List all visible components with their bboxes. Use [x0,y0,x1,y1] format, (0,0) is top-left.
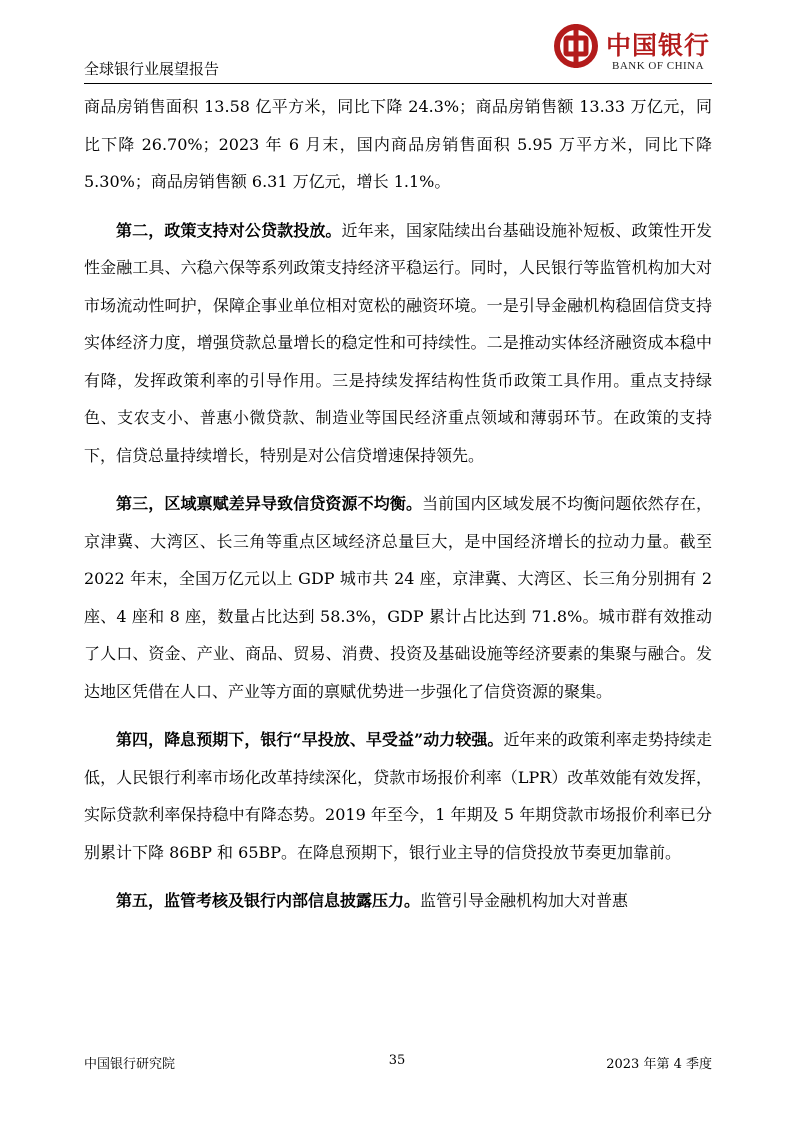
paragraph-continuation: 商品房销售面积 13.58 亿平方米，同比下降 24.3%；商品房销售额 13.33 万亿元，同比下降 26.70%；2023 年 6 月末，国内商品房销售面积 5.95 万平方米，同比下降 5.30%；商品房销售额 6.31 万亿元，增长 1.1%。 [84,97,712,191]
logo-chinese-name: 中国银行 [606,31,711,60]
paragraph-heading: 第四，降息预期下，银行“早投放、早受益”动力较强。 [116,730,504,749]
paragraph-text: 近年来的政策利率走势持续走低，人民银行利率市场化改革持续深化，贷款市场报价利率（LPR）改革效能有效发挥，实际贷款利率保持稳中有降态势。2019 年至今，1 年期及 5 年期贷款市场报价利率已分别累计下降 86BP 和 65BP。在降息预期下，银行业主导的信贷投放节奏更加靠前。 [84,730,712,862]
header-divider [84,83,712,84]
logo-english-name: BANK OF CHINA [612,60,705,72]
footer-period: 2023 年第 4 季度 [606,1057,712,1072]
paragraph-heading: 第五，监管考核及银行内部信息披露压力。 [116,891,421,910]
paragraph-regional-imbalance [84,485,712,710]
paragraph-policy-support [84,212,712,475]
document-body [84,88,712,920]
report-title: 全球银行业展望报告 [84,60,220,78]
footer-organization: 中国银行研究院 [84,1057,176,1072]
page-number: 35 [388,1053,406,1068]
bank-logo [552,22,712,78]
paragraph-heading: 第二，政策支持对公贷款投放。 [116,220,342,240]
paragraph-regulatory-pressure [84,882,712,920]
paragraph-rate-cut-expectation [84,721,712,871]
bank-of-china-logo-icon [552,22,600,70]
paragraph-text: 监管引导金融机构加大对普惠 [420,891,629,910]
paragraph-heading: 第三，区域禀赋差异导致信贷资源不均衡。 [116,494,423,513]
paragraph-text: 当前国内区域发展不均衡问题依然存在，京津冀、大湾区、长三角等重点区域经济总量巨大，是中国经济增长的拉动力量。截至 2022 年末，全国万亿元以上 GDP 城市共 24 座，京津冀、大湾区、长三角分别拥有 2 座、4 座和 8 座，数量占比达到 58.3%，GDP 累计占比达到 71.8%。城市群有效推动了人口、资金、产业、商品、贸易、消费、投资及基础设施等经济要素的集聚与融合。发达地区凭借在人口、产业等方面的禀赋优势进一步强化了信贷资源的聚集。 [84,494,712,701]
paragraph-text: 近年来，国家陆续出台基础设施补短板、政策性开发性金融工具、六稳六保等系列政策支持经济平稳运行。同时，人民银行等监管机构加大对市场流动性呵护，保障企事业单位相对宽松的融资环境。一是引导金融机构稳固信贷支持实体经济力度，增强贷款总量增长的稳定性和可持续性。二是推动实体经济融资成本稳中有降，发挥政策利率的引导作用。三是持续发挥结构性货币政策工具作用。重点支持绿色、支农支小、普惠小微贷款、制造业等国民经济重点领域和薄弱环节。在政策的支持下，信贷总量持续增长，特别是对公信贷增速保持领先。 [84,220,712,465]
